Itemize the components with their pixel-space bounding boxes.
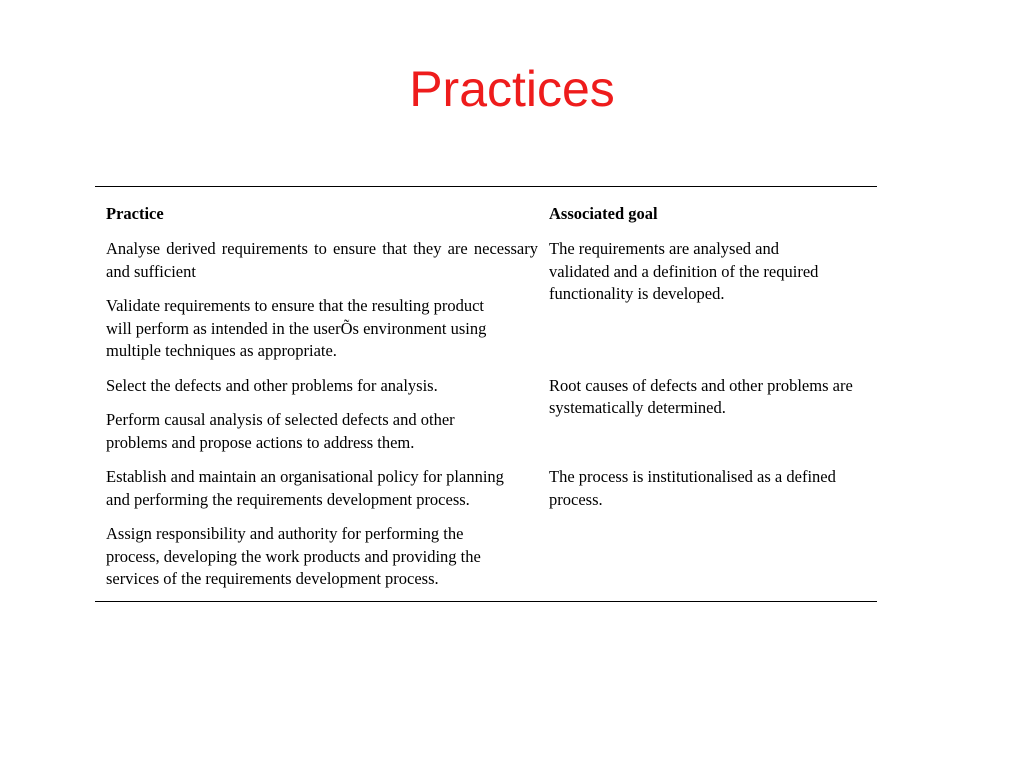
goal-cell (538, 238, 877, 375)
table-row (95, 375, 877, 467)
practices-table (95, 186, 877, 602)
goal-cell (538, 375, 877, 467)
goal-cell (538, 466, 877, 591)
table-header-row (95, 187, 877, 238)
practice-cell (95, 238, 538, 375)
practice-text: Assign responsibility and authority for performing the process, developing the work products and providing the services of the requirements development process. (106, 524, 481, 588)
goal-text: The requirements are analysed and validated and a definition of the required functionality is developed. (549, 239, 819, 303)
practice-cell (95, 466, 538, 591)
goal-text: Root causes of defects and other problems are systematically determined. (549, 375, 853, 417)
practice-text: Select the defects and other problems for analysis. (106, 375, 438, 395)
table-row (95, 238, 877, 375)
practice-text: Analyse derived requirements to ensure that they are necessary and sufficient (106, 239, 538, 281)
practice-cell (95, 375, 538, 467)
practice-text: Establish and maintain an organisational policy for planning and performing the requirements development process. (106, 467, 504, 509)
practice-text: Validate requirements to ensure that the resulting product will perform as intended in the userÕs environment using multiple techniques as appropriate. (106, 296, 487, 360)
practice-text: Perform causal analysis of selected defects and other problems and propose actions to address them. (106, 410, 455, 452)
table-row (95, 466, 877, 591)
goal-text: The process is institutionalised as a defined process. (549, 467, 836, 509)
header-associated-goal: Associated goal (549, 204, 658, 223)
slide-title: Practices (409, 61, 615, 117)
header-practice: Practice (106, 204, 164, 223)
